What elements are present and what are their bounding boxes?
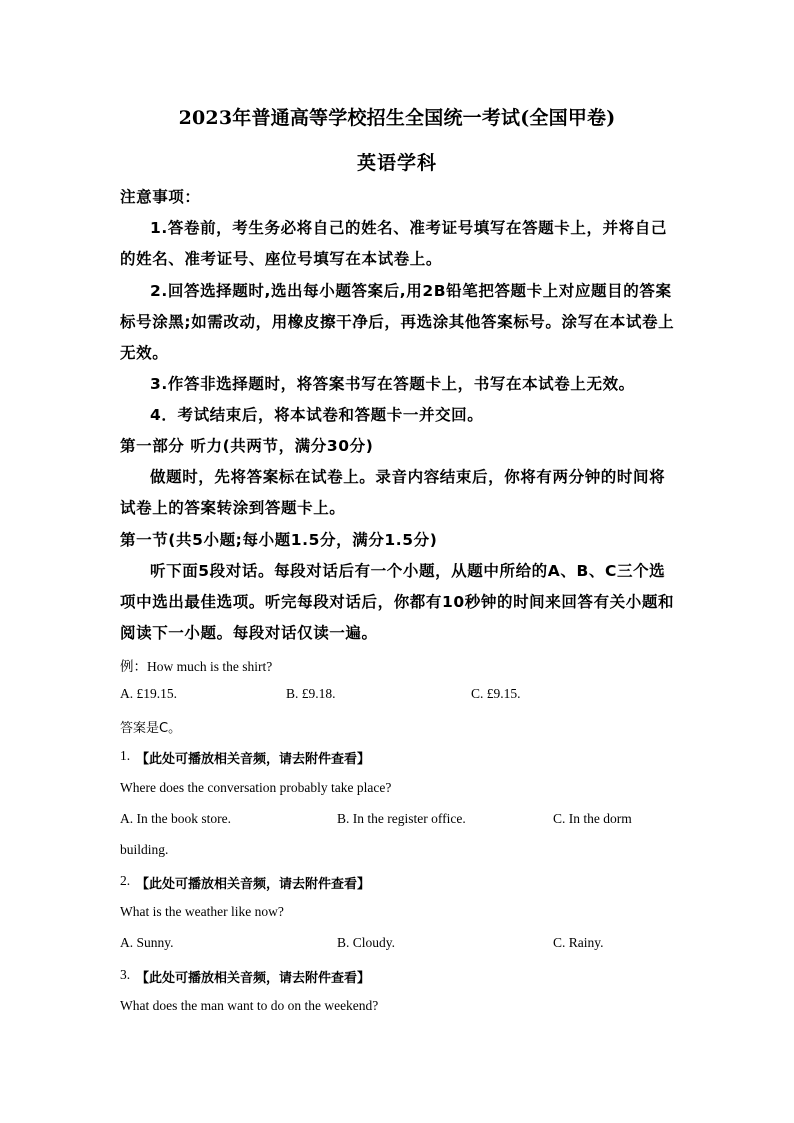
notice-line: 3.作答非选择题时，将答案书写在答题卡上，书写在本试卷上无效。 <box>150 375 635 393</box>
notice-heading: 注意事项： <box>120 188 201 206</box>
option-b: B. In the register office. <box>337 811 466 826</box>
section1-instruction: 项中选出最佳选项。听完每段对话后，你都有10秒钟的时间来回答有关小题和 <box>120 593 675 611</box>
notice-line: 4．考试结束后，将本试卷和答题卡一并交回。 <box>150 406 484 424</box>
notice-line: 1.答卷前，考生务必将自己的姓名、准考证号填写在答题卡上，并将自己 <box>150 219 667 237</box>
section1-heading: 第一节(共5小题;每小题1.5分，满分1.5分) <box>120 531 438 549</box>
question-number: 2. <box>120 873 131 888</box>
question-text: What is the weather like now? <box>120 904 284 919</box>
part1-instruction: 试卷上的答案转涂到答题卡上。 <box>120 499 346 517</box>
example-option-b: B. £9.18. <box>286 686 336 701</box>
audio-attachment-note: 【此处可播放相关音频，请去附件查看】 <box>136 877 371 892</box>
notice-line: 标号涂黑;如需改动，用橡皮擦干净后，再选涂其他答案标号。涂写在本试卷上 <box>120 313 675 331</box>
audio-attachment-note: 【此处可播放相关音频，请去附件查看】 <box>136 752 371 767</box>
notice-line: 2.回答选择题时,选出每小题答案后,用2B铅笔把答题卡上对应题目的答案 <box>150 282 672 300</box>
option-c: C. In the dorm <box>553 811 632 826</box>
example-question: 例：How much is the shirt? <box>120 659 273 674</box>
option-a: A. In the book store. <box>120 811 231 826</box>
exam-subject: 英语学科 <box>356 152 437 174</box>
question-number: 3. <box>120 967 131 982</box>
part1-instruction: 做题时，先将答案标在试卷上。录音内容结束后，你将有两分钟的时间将 <box>150 468 666 486</box>
example-option-a: A. £19.15. <box>120 686 177 701</box>
question-number: 1. <box>120 748 131 763</box>
part1-heading: 第一部分 听力(共两节，满分30分) <box>120 437 374 455</box>
section1-instruction: 阅读下一小题。每段对话仅读一遍。 <box>120 624 378 642</box>
option-b: B. Cloudy. <box>337 935 396 950</box>
section1-instruction: 听下面5段对话。每段对话后有一个小题，从题中所给的A、B、C三个选 <box>150 562 666 580</box>
example-answer: 答案是C。 <box>120 721 182 736</box>
example-option-c: C. £9.15. <box>471 686 521 701</box>
notice-line: 无效。 <box>120 344 169 362</box>
question-text: Where does the conversation probably take place? <box>120 780 392 795</box>
option-a: A. Sunny. <box>120 935 174 950</box>
option-c: C. Rainy. <box>553 935 604 950</box>
exam-title: 2023年普通高等学校招生全国统一考试(全国甲卷) <box>178 107 616 129</box>
question-text: What does the man want to do on the weekend? <box>120 998 379 1013</box>
option-c-continued: building. <box>120 842 169 857</box>
audio-attachment-note: 【此处可播放相关音频，请去附件查看】 <box>136 971 371 986</box>
notice-line: 的姓名、准考证号、座位号填写在本试卷上。 <box>120 250 443 268</box>
